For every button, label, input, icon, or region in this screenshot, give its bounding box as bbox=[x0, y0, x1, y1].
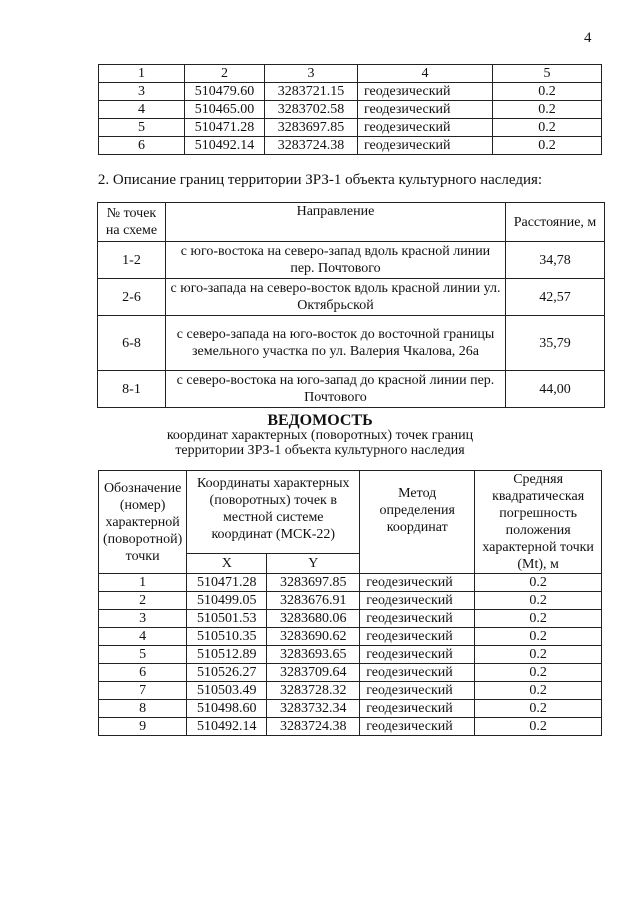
accuracy: 0.2 bbox=[475, 682, 602, 700]
method: геодезический bbox=[360, 682, 475, 700]
method: геодезический bbox=[360, 646, 475, 664]
table-row bbox=[99, 610, 602, 628]
segment-points: 6-8 bbox=[98, 316, 166, 371]
segment-direction: с северо-востока на юго-запад до красной линии пер. Почтового bbox=[166, 371, 506, 408]
coord-y: 3283732.34 bbox=[267, 700, 360, 718]
coord-y: 3283693.65 bbox=[267, 646, 360, 664]
table-row bbox=[99, 700, 602, 718]
table-row bbox=[99, 646, 602, 664]
table-row bbox=[99, 628, 602, 646]
coord-x: 510501.53 bbox=[187, 610, 267, 628]
segment-distance: 34,78 bbox=[506, 242, 605, 279]
segment-points: 8-1 bbox=[98, 371, 166, 408]
point-number: 5 bbox=[99, 119, 185, 137]
coord-x: 510499.05 bbox=[187, 592, 267, 610]
method: геодезический bbox=[360, 718, 475, 736]
point-number: 1 bbox=[99, 574, 187, 592]
method: геодезический bbox=[360, 700, 475, 718]
accuracy: 0.2 bbox=[493, 101, 602, 119]
coord-y: 3283728.32 bbox=[267, 682, 360, 700]
table-header-row bbox=[99, 471, 602, 554]
table-row bbox=[98, 371, 605, 408]
table-row bbox=[99, 83, 602, 101]
segment-distance: 42,57 bbox=[506, 279, 605, 316]
point-number: 6 bbox=[99, 137, 185, 155]
accuracy: 0.2 bbox=[475, 628, 602, 646]
method: геодезический bbox=[360, 610, 475, 628]
point-number: 2 bbox=[99, 592, 187, 610]
vedomost-subtitle bbox=[0, 428, 640, 458]
coord-x: 510471.28 bbox=[187, 574, 267, 592]
method: геодезический bbox=[360, 664, 475, 682]
table-row bbox=[99, 119, 602, 137]
segment-direction: с северо-запада на юго-восток до восточной границы земельного участка по ул. Валерия Чкалова, 26а bbox=[166, 316, 506, 371]
page-number: 4 bbox=[584, 30, 592, 46]
point-number: 3 bbox=[99, 610, 187, 628]
boundary-description-table bbox=[97, 202, 605, 408]
method: геодезический bbox=[358, 137, 493, 155]
coord-x: 510498.60 bbox=[187, 700, 267, 718]
coord-y: 3283680.06 bbox=[267, 610, 360, 628]
accuracy: 0.2 bbox=[493, 137, 602, 155]
coord-y: 3283702.58 bbox=[265, 101, 358, 119]
col-5-header: 5 bbox=[493, 65, 602, 83]
coord-x: 510526.27 bbox=[187, 664, 267, 682]
table-row bbox=[98, 316, 605, 371]
table-row bbox=[99, 592, 602, 610]
col-coordinates-header: Координаты характерных (поворотных) точек в местной системе координат (МСК-22) bbox=[187, 471, 360, 554]
point-number: 4 bbox=[99, 101, 185, 119]
col-1-header: 1 bbox=[99, 65, 185, 83]
coord-y: 3283724.38 bbox=[265, 137, 358, 155]
method: геодезический bbox=[360, 628, 475, 646]
col-accuracy-header: Средняя квадратическая погрешность положения характерной точки (Mt), м bbox=[475, 471, 602, 574]
table-row bbox=[99, 574, 602, 592]
method: геодезический bbox=[360, 592, 475, 610]
vedomost-subtitle-line-2: территории ЗРЗ-1 объекта культурного наследия bbox=[175, 443, 465, 458]
accuracy: 0.2 bbox=[475, 574, 602, 592]
coord-x: 510471.28 bbox=[185, 119, 265, 137]
col-designation-header: Обозначение (номер) характерной (поворотной) точки bbox=[99, 471, 187, 574]
vedomost-subtitle-line-1: координат характерных (поворотных) точек границ bbox=[166, 428, 474, 443]
vedomost-table bbox=[98, 470, 602, 736]
point-number: 3 bbox=[99, 83, 185, 101]
segment-distance: 44,00 bbox=[506, 371, 605, 408]
coord-y: 3283697.85 bbox=[265, 119, 358, 137]
coord-x: 510510.35 bbox=[187, 628, 267, 646]
coord-x: 510492.14 bbox=[187, 718, 267, 736]
coord-x: 510503.49 bbox=[187, 682, 267, 700]
col-direction-header: Направление bbox=[166, 203, 506, 242]
col-method-header: Метод определения координат bbox=[360, 471, 475, 574]
coord-y: 3283690.62 bbox=[267, 628, 360, 646]
table-row bbox=[98, 279, 605, 316]
col-distance-header: Расстояние, м bbox=[506, 203, 605, 242]
col-y-header: Y bbox=[267, 553, 360, 573]
method: геодезический bbox=[360, 574, 475, 592]
table-header-row bbox=[99, 65, 602, 83]
point-number: 7 bbox=[99, 682, 187, 700]
accuracy: 0.2 bbox=[493, 83, 602, 101]
vedomost-title: ВЕДОМОСТЬ bbox=[267, 412, 373, 429]
point-number: 4 bbox=[99, 628, 187, 646]
table-row bbox=[99, 101, 602, 119]
col-4-header: 4 bbox=[358, 65, 493, 83]
table-row bbox=[99, 137, 602, 155]
accuracy: 0.2 bbox=[475, 664, 602, 682]
point-number: 6 bbox=[99, 664, 187, 682]
method: геодезический bbox=[358, 101, 493, 119]
accuracy: 0.2 bbox=[475, 592, 602, 610]
coord-y: 3283709.64 bbox=[267, 664, 360, 682]
table-row bbox=[99, 718, 602, 736]
accuracy: 0.2 bbox=[475, 610, 602, 628]
coord-y: 3283676.91 bbox=[267, 592, 360, 610]
coord-x: 510465.00 bbox=[185, 101, 265, 119]
coord-x: 510512.89 bbox=[187, 646, 267, 664]
accuracy: 0.2 bbox=[475, 718, 602, 736]
coord-y: 3283724.38 bbox=[267, 718, 360, 736]
coord-y: 3283721.15 bbox=[265, 83, 358, 101]
table-row bbox=[98, 242, 605, 279]
segment-points: 1-2 bbox=[98, 242, 166, 279]
segment-points: 2-6 bbox=[98, 279, 166, 316]
accuracy: 0.2 bbox=[493, 119, 602, 137]
point-number: 8 bbox=[99, 700, 187, 718]
segment-direction: с юго-востока на северо-запад вдоль красной линии пер. Почтового bbox=[166, 242, 506, 279]
section-2-heading: 2. Описание границ территории ЗРЗ-1 объекта культурного наследия: bbox=[97, 172, 543, 188]
method: геодезический bbox=[358, 119, 493, 137]
coord-x: 510479.60 bbox=[185, 83, 265, 101]
table-row bbox=[99, 664, 602, 682]
col-2-header: 2 bbox=[185, 65, 265, 83]
accuracy: 0.2 bbox=[475, 646, 602, 664]
segment-distance: 35,79 bbox=[506, 316, 605, 371]
coord-x: 510492.14 bbox=[185, 137, 265, 155]
coord-y: 3283697.85 bbox=[267, 574, 360, 592]
col-x-header: X bbox=[187, 553, 267, 573]
method: геодезический bbox=[358, 83, 493, 101]
coordinates-table-continued bbox=[98, 64, 602, 155]
point-number: 5 bbox=[99, 646, 187, 664]
segment-direction: с юго-запада на северо-восток вдоль красной линии ул. Октябрьской bbox=[166, 279, 506, 316]
accuracy: 0.2 bbox=[475, 700, 602, 718]
table-header-row bbox=[98, 203, 605, 242]
col-3-header: 3 bbox=[265, 65, 358, 83]
col-points-header: № точек на схеме bbox=[98, 203, 166, 242]
point-number: 9 bbox=[99, 718, 187, 736]
table-row bbox=[99, 682, 602, 700]
